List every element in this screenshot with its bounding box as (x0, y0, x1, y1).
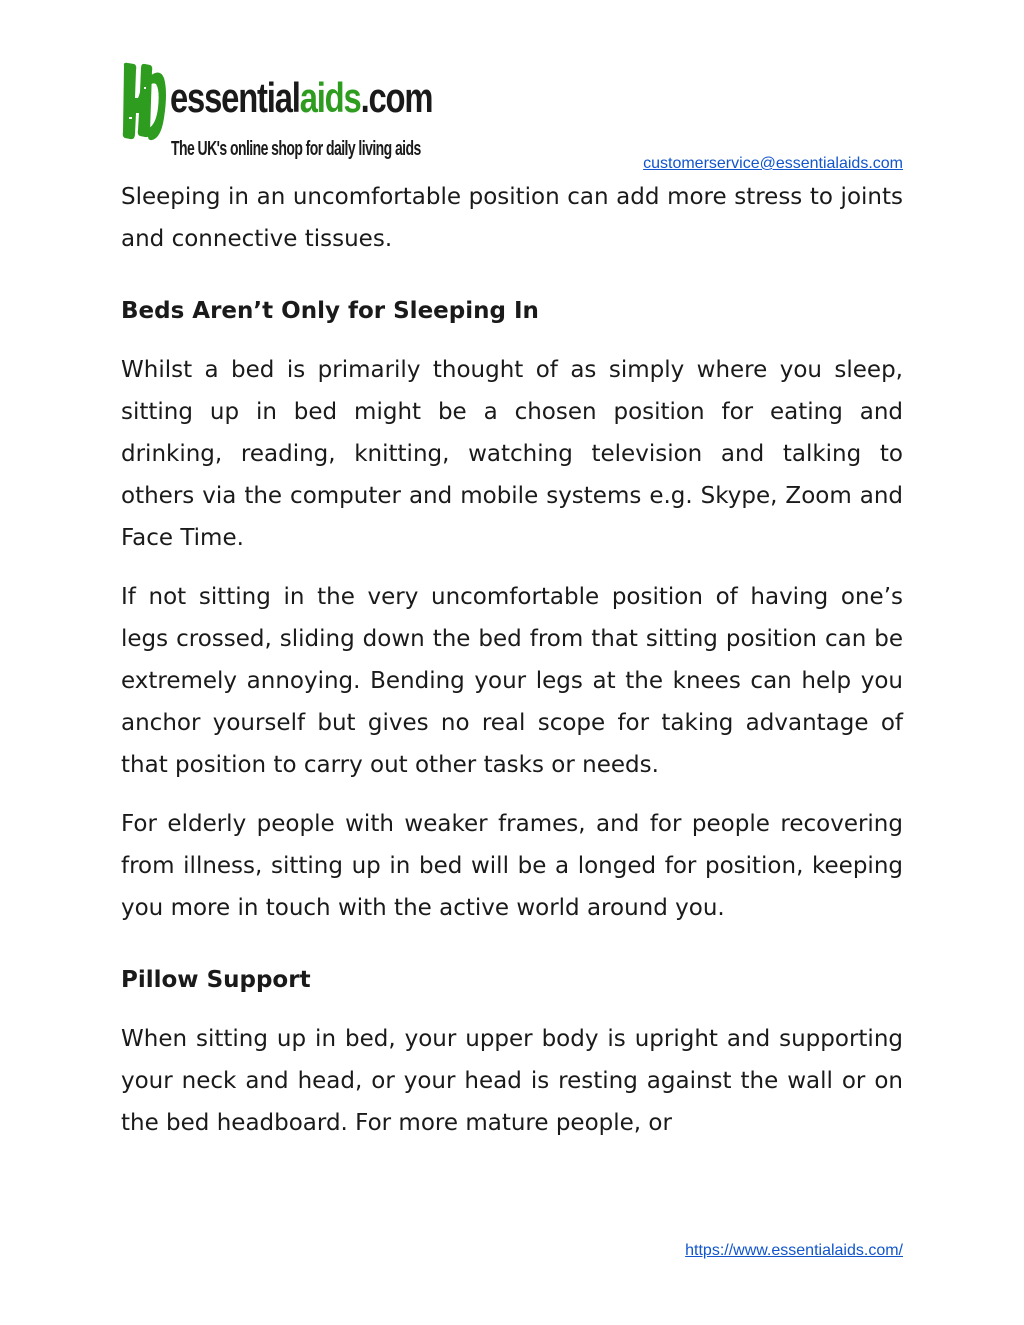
heading-beds-not-only-sleeping: Beds Aren’t Only for Sleeping In (121, 298, 539, 324)
brand-tagline: The UK's online shop for daily living aids (171, 138, 421, 160)
brand-green: aids (299, 74, 361, 121)
brand-dark: essential (170, 74, 300, 121)
document-body (121, 176, 903, 1161)
footer-website-link[interactable]: https://www.essentialaids.com/ (685, 1242, 903, 1259)
heading-pillow-support: Pillow Support (121, 967, 311, 993)
ea-monogram-icon (120, 58, 168, 148)
brand-suffix: .com (360, 74, 433, 121)
brand-logo[interactable] (120, 58, 433, 166)
paragraph-sitting-up-uses: Whilst a bed is primarily thought of as simply where you sleep, sitting up in bed might be a chosen position for eating and drinking, reading, knitting, watching television and talking to others via the computer and mobile systems e.g. Skype, Zoom and Face Time. (121, 357, 903, 551)
brand-wordmark (170, 74, 432, 122)
paragraph-upper-body: When sitting up in bed, your upper body is upright and supporting your neck and head, or your head is resting against the wall or on the bed headboard. For more mature people, or (121, 1026, 903, 1136)
paragraph-stress: Sleeping in an uncomfortable position can add more stress to joints and connective tissues. (121, 184, 903, 252)
paragraph-elderly: For elderly people with weaker frames, and for people recovering from illness, sitting up in bed will be a longed for position, keeping you more in touch with the active world around you. (121, 811, 903, 921)
paragraph-sliding-down: If not sitting in the very uncomfortable position of having one’s legs crossed, sliding down the bed from that sitting position can be extremely annoying. Bending your legs at the knees can help you anchor yourself but gives no real scope for taking advantage of that position to carry out other tasks or needs. (121, 584, 903, 778)
customer-service-email-link[interactable]: customerservice@essentialaids.com (643, 155, 903, 172)
